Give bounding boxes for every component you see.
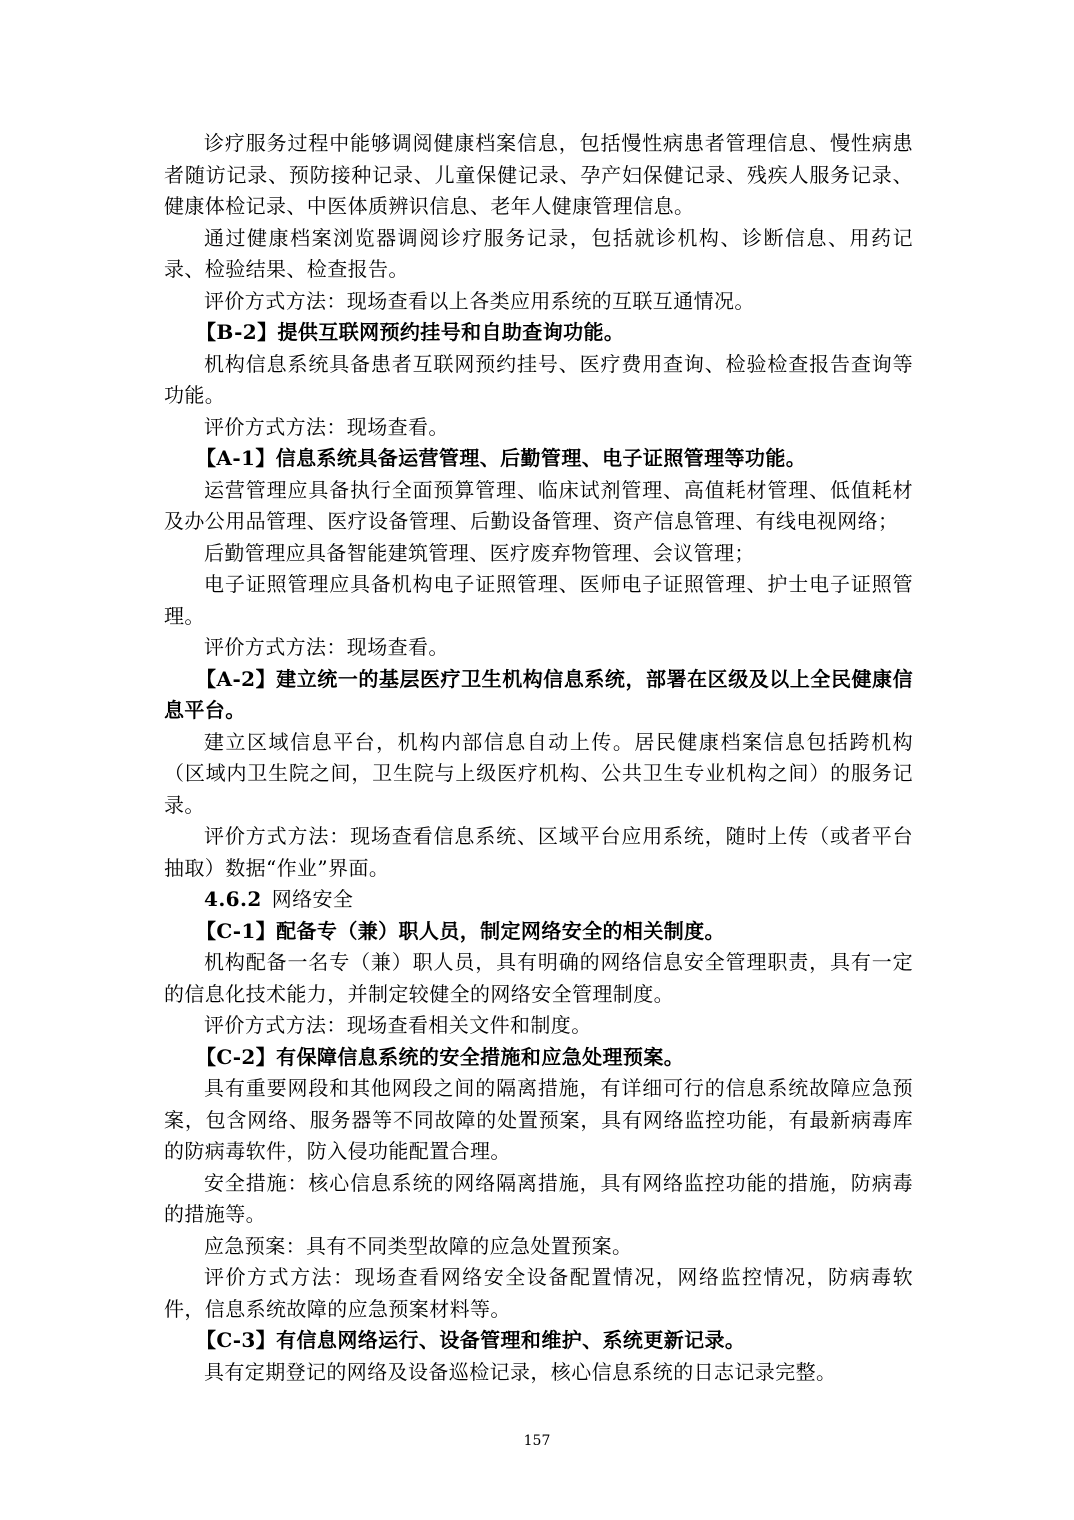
section-title: 网络安全 bbox=[271, 887, 354, 911]
body-paragraph: 运营管理应具备执行全面预算管理、临床试剂管理、高值耗材管理、低值耗材及办公用品管理、医疗设备管理、后勤设备管理、资产信息管理、有线电视网络； bbox=[164, 477, 913, 533]
section-number: 4.6.2 bbox=[204, 887, 262, 911]
body-paragraph: 机构信息系统具备患者互联网预约挂号、医疗费用查询、检验检查报告查询等功能。 bbox=[164, 351, 913, 407]
body-paragraph: 评价方式方法：现场查看。 bbox=[204, 414, 449, 439]
body-paragraph: 诊疗服务过程中能够调阅健康档案信息，包括慢性病患者管理信息、慢性病患者随访记录、预防接种记录、儿童保健记录、孕产妇保健记录、残疾人服务记录、健康体检记录、中医体质辨识信息、老年人健康管理信息。 bbox=[164, 131, 913, 218]
body-paragraph: 机构配备一名专（兼）职人员，具有明确的网络信息安全管理职责，具有一定的信息化技术能力，并制定较健全的网络安全管理制度。 bbox=[164, 950, 913, 1006]
body-paragraph: 评价方式方法：现场查看信息系统、区域平台应用系统，随时上传（或者平台抽取）数据“作业”界面。 bbox=[164, 824, 913, 880]
body-paragraph: 通过健康档案浏览器调阅诊疗服务记录，包括就诊机构、诊断信息、用药记录、检验结果、检查报告。 bbox=[164, 225, 913, 281]
body-paragraph: 评价方式方法：现场查看相关文件和制度。 bbox=[204, 1013, 592, 1037]
body-paragraph: 应急预案：具有不同类型故障的应急处置预案。 bbox=[204, 1233, 633, 1258]
criterion-heading-c3: 【C-3】有信息网络运行、设备管理和维护、系统更新记录。 bbox=[196, 1328, 746, 1352]
body-paragraph: 电子证照管理应具备机构电子证照管理、医师电子证照管理、护士电子证照管理。 bbox=[164, 572, 913, 628]
document-page bbox=[164, 128, 913, 1388]
criterion-heading-c2: 【C-2】有保障信息系统的安全措施和应急处理预案。 bbox=[196, 1044, 685, 1069]
page-number: 157 bbox=[523, 1433, 551, 1449]
body-paragraph: 具有重要网段和其他网段之间的隔离措施，有详细可行的信息系统故障应急预案，包含网络、服务器等不同故障的处置预案，具有网络监控功能，有最新病毒库的防病毒软件，防入侵功能配置合理。 bbox=[164, 1076, 913, 1163]
body-paragraph: 具有定期登记的网络及设备巡检记录，核心信息系统的日志记录完整。 bbox=[204, 1359, 837, 1384]
body-paragraph: 后勤管理应具备智能建筑管理、医疗废弃物管理、会议管理； bbox=[204, 540, 755, 565]
body-paragraph: 评价方式方法：现场查看以上各类应用系统的互联互通情况。 bbox=[204, 288, 755, 313]
criterion-heading-a2: 【A-2】建立统一的基层医疗卫生机构信息系统，部署在区级及以上全民健康信息平台。 bbox=[164, 666, 913, 722]
criterion-heading-c1: 【C-1】配备专（兼）职人员，制定网络安全的相关制度。 bbox=[196, 918, 725, 943]
section-heading bbox=[164, 884, 913, 916]
body-paragraph: 安全措施：核心信息系统的网络隔离措施，具有网络监控功能的措施，防病毒的措施等。 bbox=[164, 1170, 913, 1226]
body-paragraph: 评价方式方法：现场查看网络安全设备配置情况，网络监控情况，防病毒软件，信息系统故障的应急预案材料等。 bbox=[164, 1265, 913, 1321]
body-paragraph: 评价方式方法：现场查看。 bbox=[204, 635, 449, 659]
criterion-heading-a1: 【A-1】信息系统具备运营管理、后勤管理、电子证照管理等功能。 bbox=[196, 446, 807, 470]
criterion-heading-b2: 【B-2】提供互联网预约挂号和自助查询功能。 bbox=[196, 320, 625, 344]
body-paragraph: 建立区域信息平台，机构内部信息自动上传。居民健康档案信息包括跨机构（区域内卫生院之间，卫生院与上级医疗机构、公共卫生专业机构之间）的服务记录。 bbox=[164, 729, 913, 817]
